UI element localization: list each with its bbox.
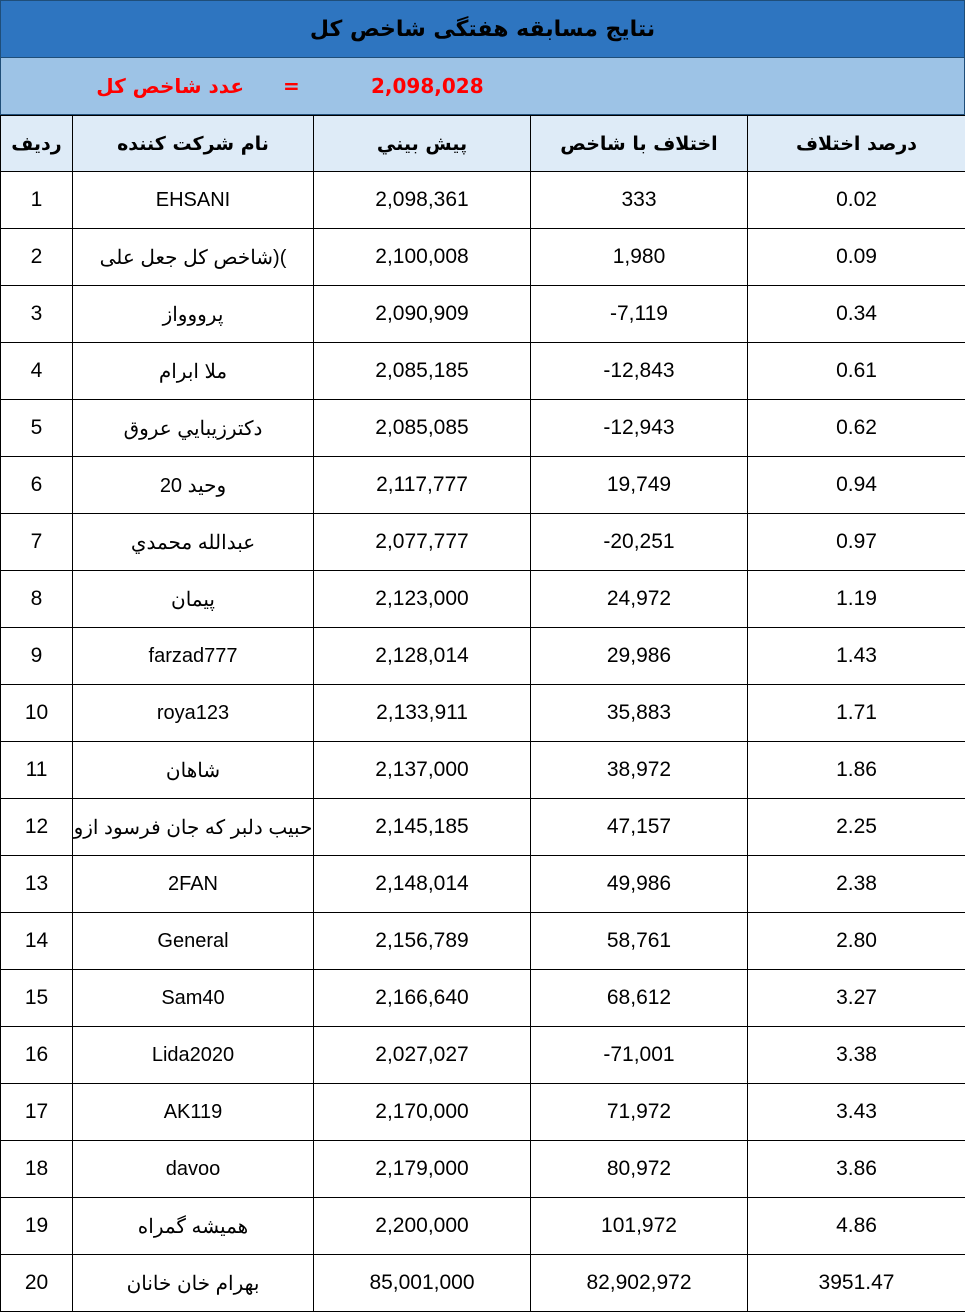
- cell-percent: 0.34: [748, 286, 965, 343]
- header-rank: رديف: [1, 116, 73, 172]
- cell-percent: 3951.47: [748, 1255, 965, 1312]
- table-row: [1, 628, 965, 685]
- table-row: [1, 457, 965, 514]
- cell-percent: 3.27: [748, 970, 965, 1027]
- table-row: [1, 229, 965, 286]
- cell-rank: 5: [1, 400, 73, 457]
- cell-name: General: [73, 913, 314, 970]
- cell-percent: 3.86: [748, 1141, 965, 1198]
- results-table: [0, 115, 965, 1312]
- cell-percent: 0.61: [748, 343, 965, 400]
- table-row: [1, 571, 965, 628]
- cell-rank: 6: [1, 457, 73, 514]
- table-row: [1, 1255, 965, 1312]
- cell-rank: 19: [1, 1198, 73, 1255]
- table-row: [1, 742, 965, 799]
- cell-name: Sam40: [73, 970, 314, 1027]
- cell-rank: 9: [1, 628, 73, 685]
- cell-prediction: 2,137,000: [314, 742, 531, 799]
- cell-prediction: 2,085,185: [314, 343, 531, 400]
- cell-rank: 18: [1, 1141, 73, 1198]
- cell-rank: 17: [1, 1084, 73, 1141]
- table-row: [1, 1141, 965, 1198]
- cell-prediction: 2,156,789: [314, 913, 531, 970]
- cell-rank: 1: [1, 172, 73, 229]
- cell-name: وحيد 20: [73, 457, 314, 514]
- cell-name: Lida2020: [73, 1027, 314, 1084]
- cell-rank: 11: [1, 742, 73, 799]
- cell-difference: 29,986: [531, 628, 748, 685]
- cell-rank: 3: [1, 286, 73, 343]
- cell-difference: 1,980: [531, 229, 748, 286]
- cell-name: پرووواز: [73, 286, 314, 343]
- table-row: [1, 913, 965, 970]
- table-row: [1, 172, 965, 229]
- cell-difference: 49,986: [531, 856, 748, 913]
- index-label: عدد شاخص کل: [96, 74, 244, 98]
- cell-difference: -12,943: [531, 400, 748, 457]
- table-row: [1, 1084, 965, 1141]
- cell-difference: 38,972: [531, 742, 748, 799]
- cell-name: AK119: [73, 1084, 314, 1141]
- cell-percent: 0.09: [748, 229, 965, 286]
- cell-name: شاهان: [73, 742, 314, 799]
- cell-difference: -20,251: [531, 514, 748, 571]
- cell-percent: 1.86: [748, 742, 965, 799]
- table-row: [1, 1198, 965, 1255]
- cell-percent: 0.02: [748, 172, 965, 229]
- cell-rank: 7: [1, 514, 73, 571]
- cell-rank: 16: [1, 1027, 73, 1084]
- cell-name: بهرام خان خانان: [73, 1255, 314, 1312]
- cell-rank: 4: [1, 343, 73, 400]
- cell-difference: -12,843: [531, 343, 748, 400]
- cell-difference: 82,902,972: [531, 1255, 748, 1312]
- header-percent: درصد اختلاف: [748, 116, 965, 172]
- cell-prediction: 2,166,640: [314, 970, 531, 1027]
- cell-rank: 15: [1, 970, 73, 1027]
- cell-prediction: 2,085,085: [314, 400, 531, 457]
- table-row: [1, 1027, 965, 1084]
- cell-prediction: 2,098,361: [314, 172, 531, 229]
- cell-rank: 10: [1, 685, 73, 742]
- cell-difference: 71,972: [531, 1084, 748, 1141]
- index-equals-sign: =: [283, 74, 300, 98]
- cell-prediction: 2,179,000: [314, 1141, 531, 1198]
- cell-percent: 3.38: [748, 1027, 965, 1084]
- cell-rank: 20: [1, 1255, 73, 1312]
- cell-difference: -71,001: [531, 1027, 748, 1084]
- cell-rank: 8: [1, 571, 73, 628]
- cell-prediction: 2,100,008: [314, 229, 531, 286]
- header-difference: اختلاف با شاخص: [531, 116, 748, 172]
- header-prediction: پيش بيني: [314, 116, 531, 172]
- cell-prediction: 2,145,185: [314, 799, 531, 856]
- cell-name: )(شاخص کل جعل علی: [73, 229, 314, 286]
- cell-prediction: 2,200,000: [314, 1198, 531, 1255]
- cell-percent: 1.71: [748, 685, 965, 742]
- cell-name: دكترزيبايي عروق: [73, 400, 314, 457]
- cell-percent: 1.19: [748, 571, 965, 628]
- cell-percent: 2.80: [748, 913, 965, 970]
- cell-name: پيمان: [73, 571, 314, 628]
- cell-difference: 80,972: [531, 1141, 748, 1198]
- cell-name: همیشه گمراه: [73, 1198, 314, 1255]
- table-header-row: [1, 116, 965, 172]
- table-row: [1, 799, 965, 856]
- cell-percent: 0.94: [748, 457, 965, 514]
- cell-name: حبیب دلبر که جان فرسود ازو: [73, 799, 314, 856]
- table-row: [1, 286, 965, 343]
- cell-prediction: 2,148,014: [314, 856, 531, 913]
- cell-percent: 0.62: [748, 400, 965, 457]
- cell-rank: 13: [1, 856, 73, 913]
- sheet-title: نتايج مسابقه هفتگی شاخص کل: [0, 0, 965, 58]
- cell-name: roya123: [73, 685, 314, 742]
- cell-rank: 2: [1, 229, 73, 286]
- cell-difference: 35,883: [531, 685, 748, 742]
- table-row: [1, 400, 965, 457]
- cell-percent: 0.97: [748, 514, 965, 571]
- cell-name: farzad777: [73, 628, 314, 685]
- cell-difference: 101,972: [531, 1198, 748, 1255]
- cell-percent: 3.43: [748, 1084, 965, 1141]
- cell-prediction: 2,077,777: [314, 514, 531, 571]
- cell-difference: -7,119: [531, 286, 748, 343]
- cell-prediction: 85,001,000: [314, 1255, 531, 1312]
- cell-name: ملا ابرام: [73, 343, 314, 400]
- cell-prediction: 2,128,014: [314, 628, 531, 685]
- cell-name: EHSANI: [73, 172, 314, 229]
- cell-prediction: 2,170,000: [314, 1084, 531, 1141]
- cell-prediction: 2,117,777: [314, 457, 531, 514]
- cell-rank: 12: [1, 799, 73, 856]
- cell-prediction: 2,090,909: [314, 286, 531, 343]
- header-name: نام شرکت کننده: [73, 116, 314, 172]
- cell-rank: 14: [1, 913, 73, 970]
- cell-difference: 333: [531, 172, 748, 229]
- table-row: [1, 343, 965, 400]
- index-summary: [0, 58, 965, 115]
- cell-name: davoo: [73, 1141, 314, 1198]
- cell-percent: 2.38: [748, 856, 965, 913]
- index-value: 2,098,028: [371, 74, 484, 98]
- table-row: [1, 514, 965, 571]
- cell-difference: 58,761: [531, 913, 748, 970]
- cell-percent: 1.43: [748, 628, 965, 685]
- cell-percent: 2.25: [748, 799, 965, 856]
- cell-difference: 68,612: [531, 970, 748, 1027]
- cell-name: 2FAN: [73, 856, 314, 913]
- cell-difference: 24,972: [531, 571, 748, 628]
- cell-difference: 47,157: [531, 799, 748, 856]
- cell-prediction: 2,027,027: [314, 1027, 531, 1084]
- table-row: [1, 856, 965, 913]
- cell-difference: 19,749: [531, 457, 748, 514]
- cell-prediction: 2,133,911: [314, 685, 531, 742]
- cell-percent: 4.86: [748, 1198, 965, 1255]
- table-body: [1, 172, 965, 1312]
- table-row: [1, 970, 965, 1027]
- table-row: [1, 685, 965, 742]
- cell-name: عبدالله محمدي: [73, 514, 314, 571]
- cell-prediction: 2,123,000: [314, 571, 531, 628]
